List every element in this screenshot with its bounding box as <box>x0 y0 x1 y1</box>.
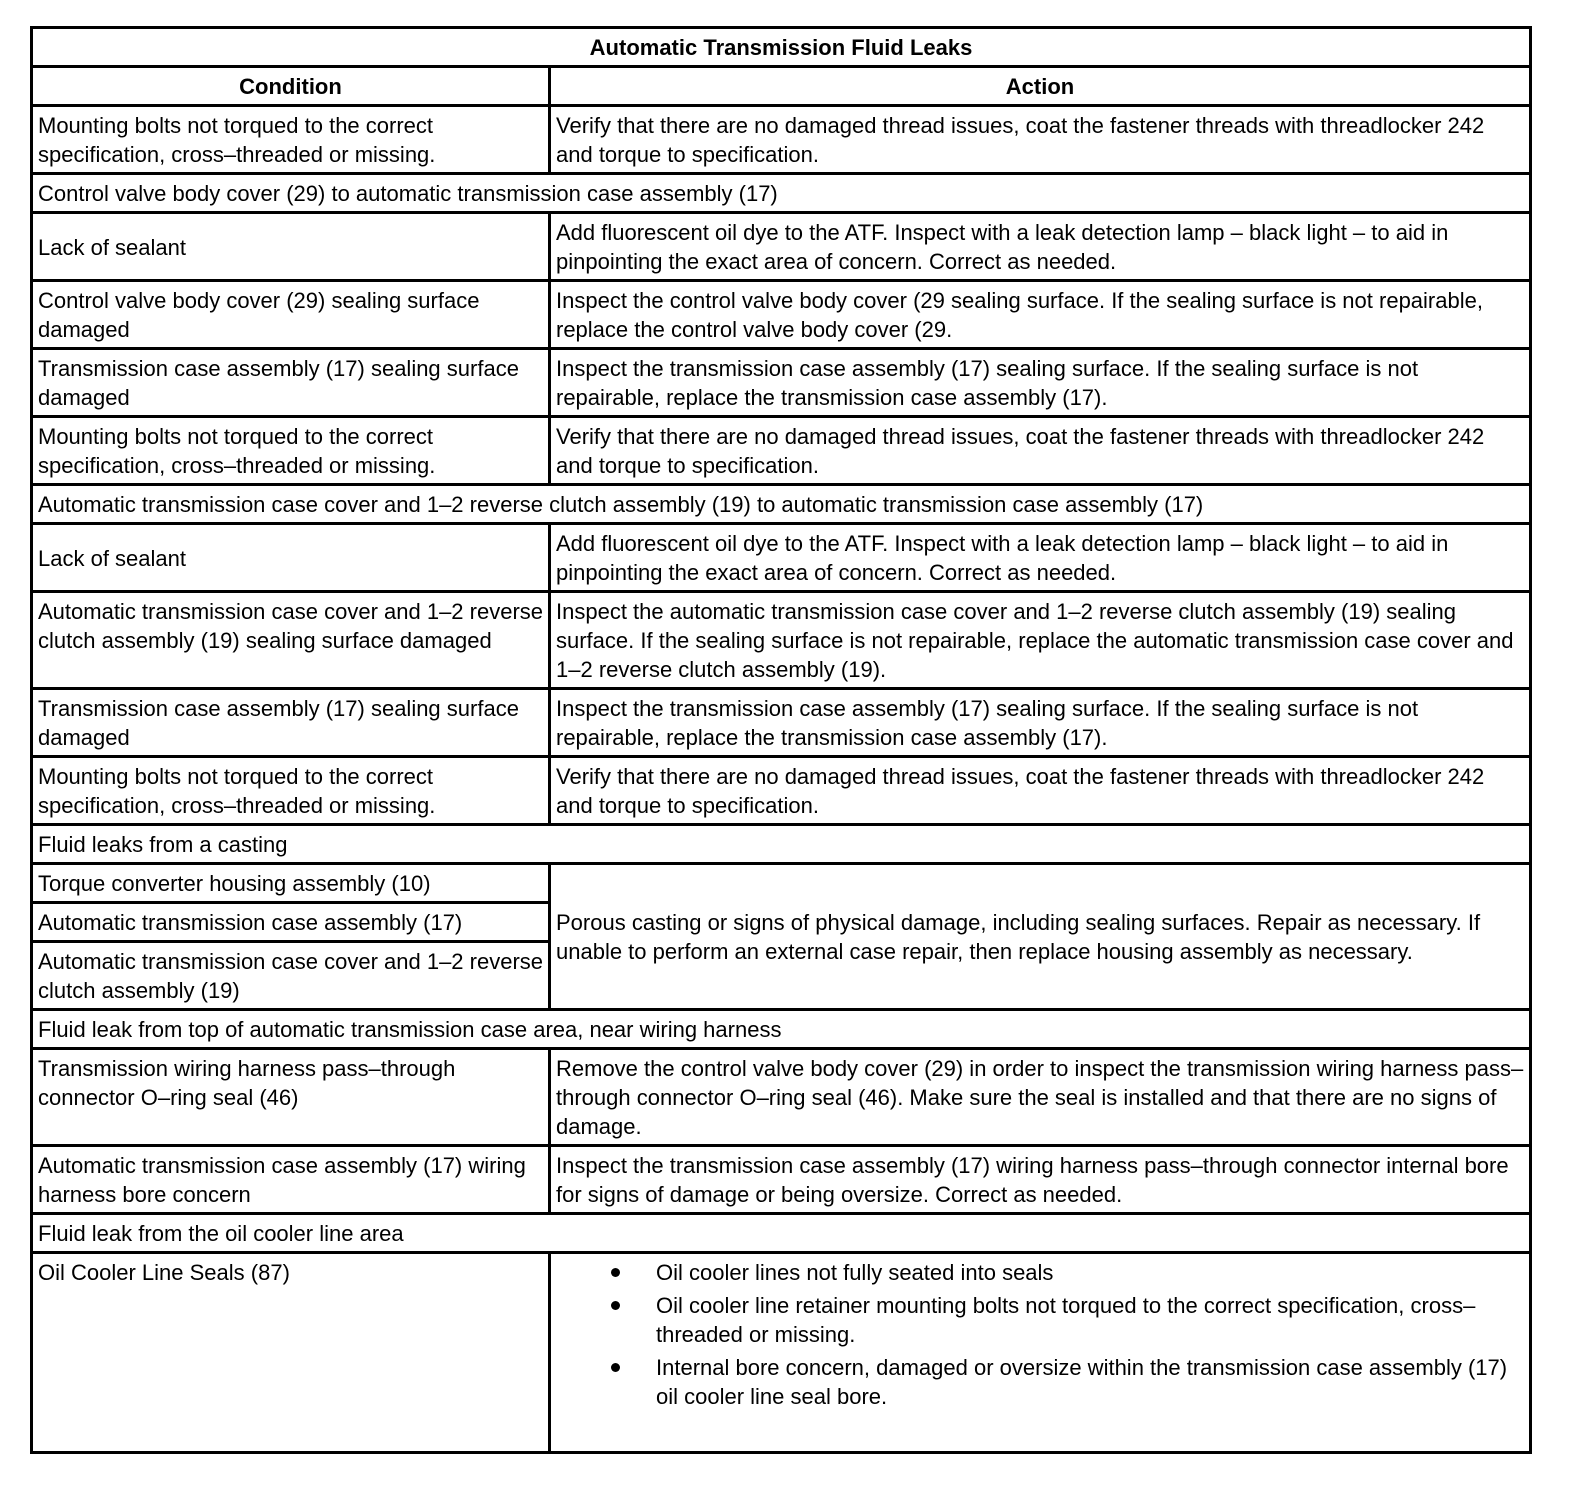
action-cell: Inspect the transmission case assembly (17) sealing surface. If the sealing surface is not repairable, replace the transmission case assembly (17). <box>550 349 1531 417</box>
action-cell: Remove the control valve body cover (29) in order to inspect the transmission wiring harness pass–through connector O–ring seal (46). Make sure the seal is installed and that there are no signs of damage. <box>550 1049 1531 1146</box>
action-bullet-list <box>556 1258 1524 1411</box>
bullet-item <box>556 1258 1524 1287</box>
bullet-dot-icon <box>611 1363 620 1372</box>
bullet-text: Oil cooler line retainer mounting bolts not torqued to the correct specification, cross–threaded or missing. <box>656 1293 1476 1347</box>
action-cell: Inspect the control valve body cover (29 sealing surface. If the sealing surface is not repairable, replace the control valve body cover (29. <box>550 281 1531 349</box>
condition-cell: Automatic transmission case cover and 1–2 reverse clutch assembly (19) <box>32 942 550 1010</box>
table-row <box>32 349 1531 417</box>
condition-cell: Lack of sealant <box>32 213 550 281</box>
condition-cell: Oil Cooler Line Seals (87) <box>32 1253 550 1453</box>
action-cell: Add fluorescent oil dye to the ATF. Inspect with a leak detection lamp – black light – to aid in pinpointing the exact area of concern. Correct as needed. <box>550 213 1531 281</box>
section-heading: Fluid leaks from a casting <box>32 825 1531 864</box>
bullet-item <box>556 1353 1524 1411</box>
table-row <box>32 757 1531 825</box>
action-cell <box>550 1253 1531 1453</box>
table-row <box>32 1146 1531 1214</box>
section-row <box>32 485 1531 524</box>
action-cell: Verify that there are no damaged thread issues, coat the fastener threads with threadlocker 242 and torque to specification. <box>550 417 1531 485</box>
table-row <box>32 592 1531 689</box>
table-row <box>32 281 1531 349</box>
bullet-dot-icon <box>611 1301 620 1310</box>
table-title: Automatic Transmission Fluid Leaks <box>32 28 1531 67</box>
section-row <box>32 825 1531 864</box>
condition-cell: Mounting bolts not torqued to the correct specification, cross–threaded or missing. <box>32 106 550 174</box>
section-heading: Fluid leak from the oil cooler line area <box>32 1214 1531 1253</box>
header-row <box>32 67 1531 106</box>
section-heading: Automatic transmission case cover and 1–2 reverse clutch assembly (19) to automatic transmission case assembly (17) <box>32 485 1531 524</box>
action-cell: Inspect the transmission case assembly (17) wiring harness pass–through connector internal bore for signs of damage or being oversize. Correct as needed. <box>550 1146 1531 1214</box>
condition-header: Condition <box>32 67 550 106</box>
condition-cell: Lack of sealant <box>32 524 550 592</box>
bullet-text: Oil cooler lines not fully seated into seals <box>656 1260 1054 1285</box>
table-row <box>32 1253 1531 1453</box>
action-cell: Porous casting or signs of physical damage, including sealing surfaces. Repair as necessary. If unable to perform an external case repair, then replace housing assembly as necessary. <box>550 864 1531 1010</box>
action-cell: Verify that there are no damaged thread issues, coat the fastener threads with threadlocker 242 and torque to specification. <box>550 757 1531 825</box>
fluid-leaks-table <box>30 26 1532 1454</box>
table-row <box>32 106 1531 174</box>
table-row <box>32 864 1531 903</box>
condition-cell: Mounting bolts not torqued to the correct specification, cross–threaded or missing. <box>32 417 550 485</box>
condition-cell: Mounting bolts not torqued to the correct specification, cross–threaded or missing. <box>32 757 550 825</box>
bullet-dot-icon <box>611 1268 620 1277</box>
condition-cell: Torque converter housing assembly (10) <box>32 864 550 903</box>
action-cell: Inspect the transmission case assembly (17) sealing surface. If the sealing surface is not repairable, replace the transmission case assembly (17). <box>550 689 1531 757</box>
condition-cell: Automatic transmission case assembly (17) <box>32 903 550 942</box>
condition-cell: Automatic transmission case assembly (17) wiring harness bore concern <box>32 1146 550 1214</box>
condition-cell: Transmission case assembly (17) sealing surface damaged <box>32 689 550 757</box>
table-row <box>32 524 1531 592</box>
title-row <box>32 28 1531 67</box>
condition-cell: Transmission wiring harness pass–through connector O–ring seal (46) <box>32 1049 550 1146</box>
table-row <box>32 689 1531 757</box>
table-row <box>32 213 1531 281</box>
bullet-text: Internal bore concern, damaged or oversize within the transmission case assembly (17) oil cooler line seal bore. <box>656 1355 1508 1409</box>
condition-cell: Transmission case assembly (17) sealing surface damaged <box>32 349 550 417</box>
bullet-item <box>556 1291 1524 1349</box>
section-row <box>32 1214 1531 1253</box>
table-row <box>32 417 1531 485</box>
condition-cell: Control valve body cover (29) sealing surface damaged <box>32 281 550 349</box>
section-heading: Control valve body cover (29) to automatic transmission case assembly (17) <box>32 174 1531 213</box>
table-row <box>32 1049 1531 1146</box>
condition-cell: Automatic transmission case cover and 1–2 reverse clutch assembly (19) sealing surface damaged <box>32 592 550 689</box>
section-row <box>32 1010 1531 1049</box>
action-header: Action <box>550 67 1531 106</box>
section-row <box>32 174 1531 213</box>
section-heading: Fluid leak from top of automatic transmission case area, near wiring harness <box>32 1010 1531 1049</box>
action-cell: Verify that there are no damaged thread issues, coat the fastener threads with threadlocker 242 and torque to specification. <box>550 106 1531 174</box>
action-cell: Inspect the automatic transmission case cover and 1–2 reverse clutch assembly (19) sealing surface. If the sealing surface is not repairable, replace the automatic transmission case cover and 1–2 reverse clutch assembly (19). <box>550 592 1531 689</box>
action-cell: Add fluorescent oil dye to the ATF. Inspect with a leak detection lamp – black light – to aid in pinpointing the exact area of concern. Correct as needed. <box>550 524 1531 592</box>
